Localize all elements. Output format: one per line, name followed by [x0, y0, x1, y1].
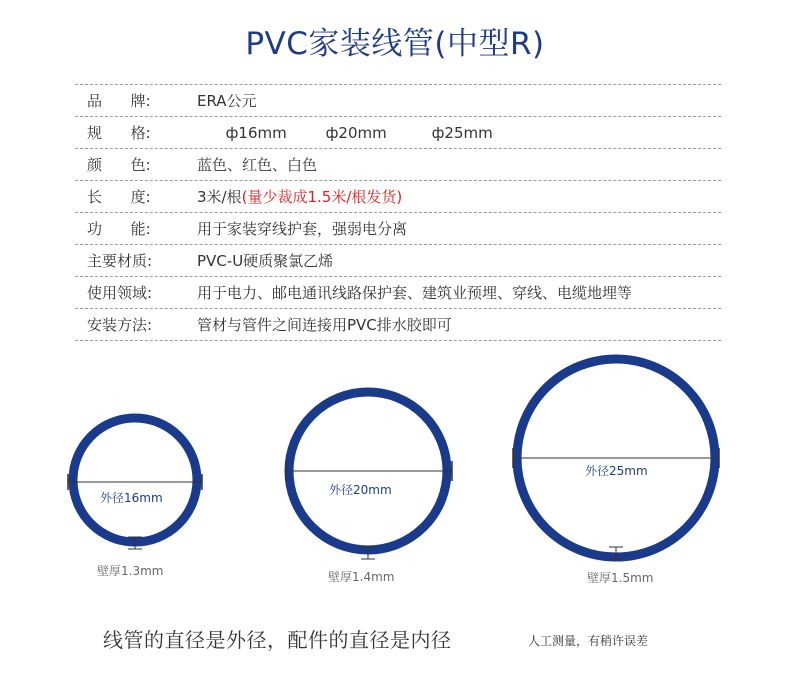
wall-label-16: 壁厚1.3mm	[97, 564, 164, 578]
spec-label-brand: 品 牌:	[87, 92, 151, 110]
pipe-cross-section-25-icon	[505, 352, 730, 567]
spec-label-material: 主要材质:	[87, 252, 153, 270]
spec-size-20: ф20mm	[325, 123, 387, 142]
spec-row-function	[75, 213, 721, 245]
spec-row-length	[75, 181, 721, 213]
page-title: PVC家装线管(中型R)	[245, 26, 545, 62]
spec-table	[75, 84, 721, 341]
pipe-ring-16	[60, 405, 210, 595]
spec-label-size: 规 格:	[87, 124, 151, 142]
spec-label-application: 使用领域:	[87, 284, 153, 302]
footer-note: 人工测量，有稍许误差	[528, 634, 649, 648]
spec-value-color: 蓝色、红色、白色	[197, 156, 318, 174]
spec-value-install: 管材与管件之间连接用PVC排水胶即可	[197, 316, 452, 334]
spec-value-brand: ERA公元	[197, 92, 257, 110]
spec-value-size	[197, 106, 493, 160]
spec-row-size	[75, 117, 721, 149]
spec-value-material: PVC-U硬质聚氯乙烯	[197, 252, 334, 270]
diameter-label-25: 外径25mm	[585, 464, 648, 478]
spec-length-highlight: (量少裁成1.5米/根发货)	[241, 188, 403, 206]
spec-row-install	[75, 309, 721, 341]
wall-label-20: 壁厚1.4mm	[328, 570, 395, 584]
pipe-ring-20	[280, 383, 460, 593]
pipe-cross-section-16-icon	[60, 405, 210, 555]
diameter-label-20: 外径20mm	[329, 483, 392, 497]
spec-size-25: ф25mm	[431, 123, 493, 142]
spec-row-application	[75, 277, 721, 309]
pipe-ring-25	[505, 352, 730, 592]
spec-label-color: 颜 色:	[87, 156, 151, 174]
spec-label-function: 功 能:	[87, 220, 151, 238]
diameter-label-16: 外径16mm	[100, 491, 163, 505]
footer-caption: 线管的直径是外径，配件的直径是内径	[103, 628, 452, 652]
spec-label-length: 长 度:	[87, 188, 151, 206]
spec-value-function: 用于家装穿线护套，强弱电分离	[197, 220, 408, 238]
spec-row-material	[75, 245, 721, 277]
wall-label-25: 壁厚1.5mm	[587, 571, 654, 585]
spec-value-length	[197, 186, 402, 207]
spec-size-16: ф16mm	[225, 123, 287, 142]
spec-length-main: 3米/根	[197, 188, 242, 206]
pipe-cross-section-20-icon	[280, 383, 460, 563]
spec-value-application: 用于电力、邮电通讯线路保护套、建筑业预埋、穿线、电缆地埋等	[197, 284, 633, 302]
spec-label-install: 安装方法:	[87, 316, 153, 334]
